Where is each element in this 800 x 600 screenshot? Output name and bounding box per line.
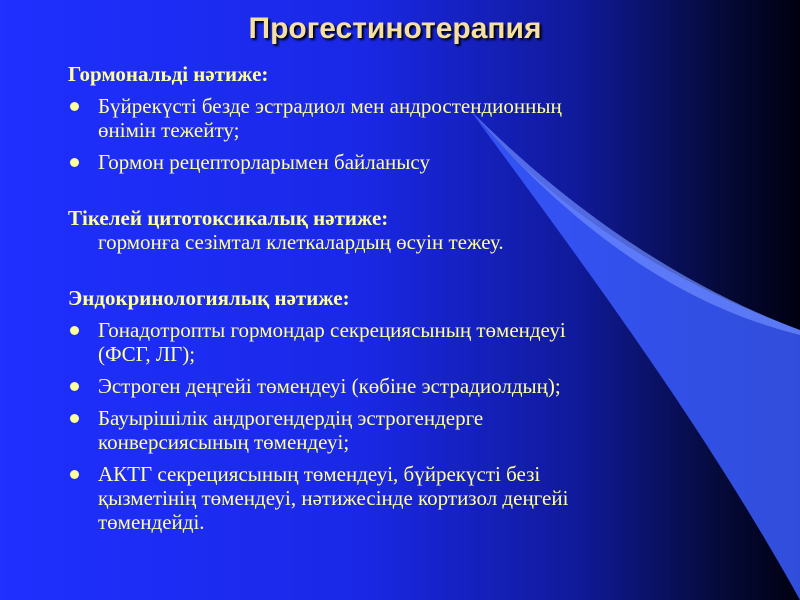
bullet-dot-icon <box>70 414 79 423</box>
bullet-line: Эстроген деңгейі төмендеуі (көбіне эстрадиолдың); <box>98 374 561 398</box>
bullet-line: АКТГ секрециясының төмендеуі, бүйрекүсті безі <box>98 462 541 486</box>
section-heading-endocrine: Эндокринологиялық нәтиже: <box>68 286 350 310</box>
bullet-item <box>68 374 728 398</box>
bullet-item <box>68 406 728 454</box>
bullet-line: төмендейді. <box>98 510 205 534</box>
bullet-dot-icon <box>70 158 79 167</box>
slide-title: Прогестинотерапия <box>248 12 542 45</box>
slide-content <box>68 62 728 534</box>
bullet-line: конверсиясының төмендеуі; <box>98 430 350 454</box>
bullet-line: Гонадотропты гормондар секрециясының төмендеуі <box>98 318 566 342</box>
bullet-dot-icon <box>70 470 79 479</box>
bullet-item <box>68 94 728 142</box>
section-heading-cytotoxic: Тікелей цитотоксикалық нәтиже: <box>68 206 389 230</box>
bullet-line: өнімін тежейту; <box>98 118 240 142</box>
bullet-item <box>68 150 728 174</box>
bullet-dot-icon <box>70 326 79 335</box>
section-text-cytotoxic: гормонға сезімтал клеткалардың өсуін тежеу. <box>98 230 504 254</box>
bullet-line: (ФСГ, ЛГ); <box>98 342 196 366</box>
bullet-item <box>68 318 728 366</box>
bullet-line: Бүйрекүсті безде эстрадиол мен андростендионның <box>98 94 562 118</box>
bullet-line: қызметінің төмендеуі, нәтижесінде кортизол деңгейі <box>98 486 569 510</box>
bullet-line: Бауырішілік андрогендердің эстрогендерге <box>98 406 484 430</box>
bullet-dot-icon <box>70 102 79 111</box>
section-heading-hormonal: Гормональді нәтиже: <box>68 62 269 86</box>
bullet-dot-icon <box>70 382 79 391</box>
bullet-item <box>68 462 728 534</box>
bullet-line: Гормон рецепторларымен байланысу <box>98 150 430 174</box>
